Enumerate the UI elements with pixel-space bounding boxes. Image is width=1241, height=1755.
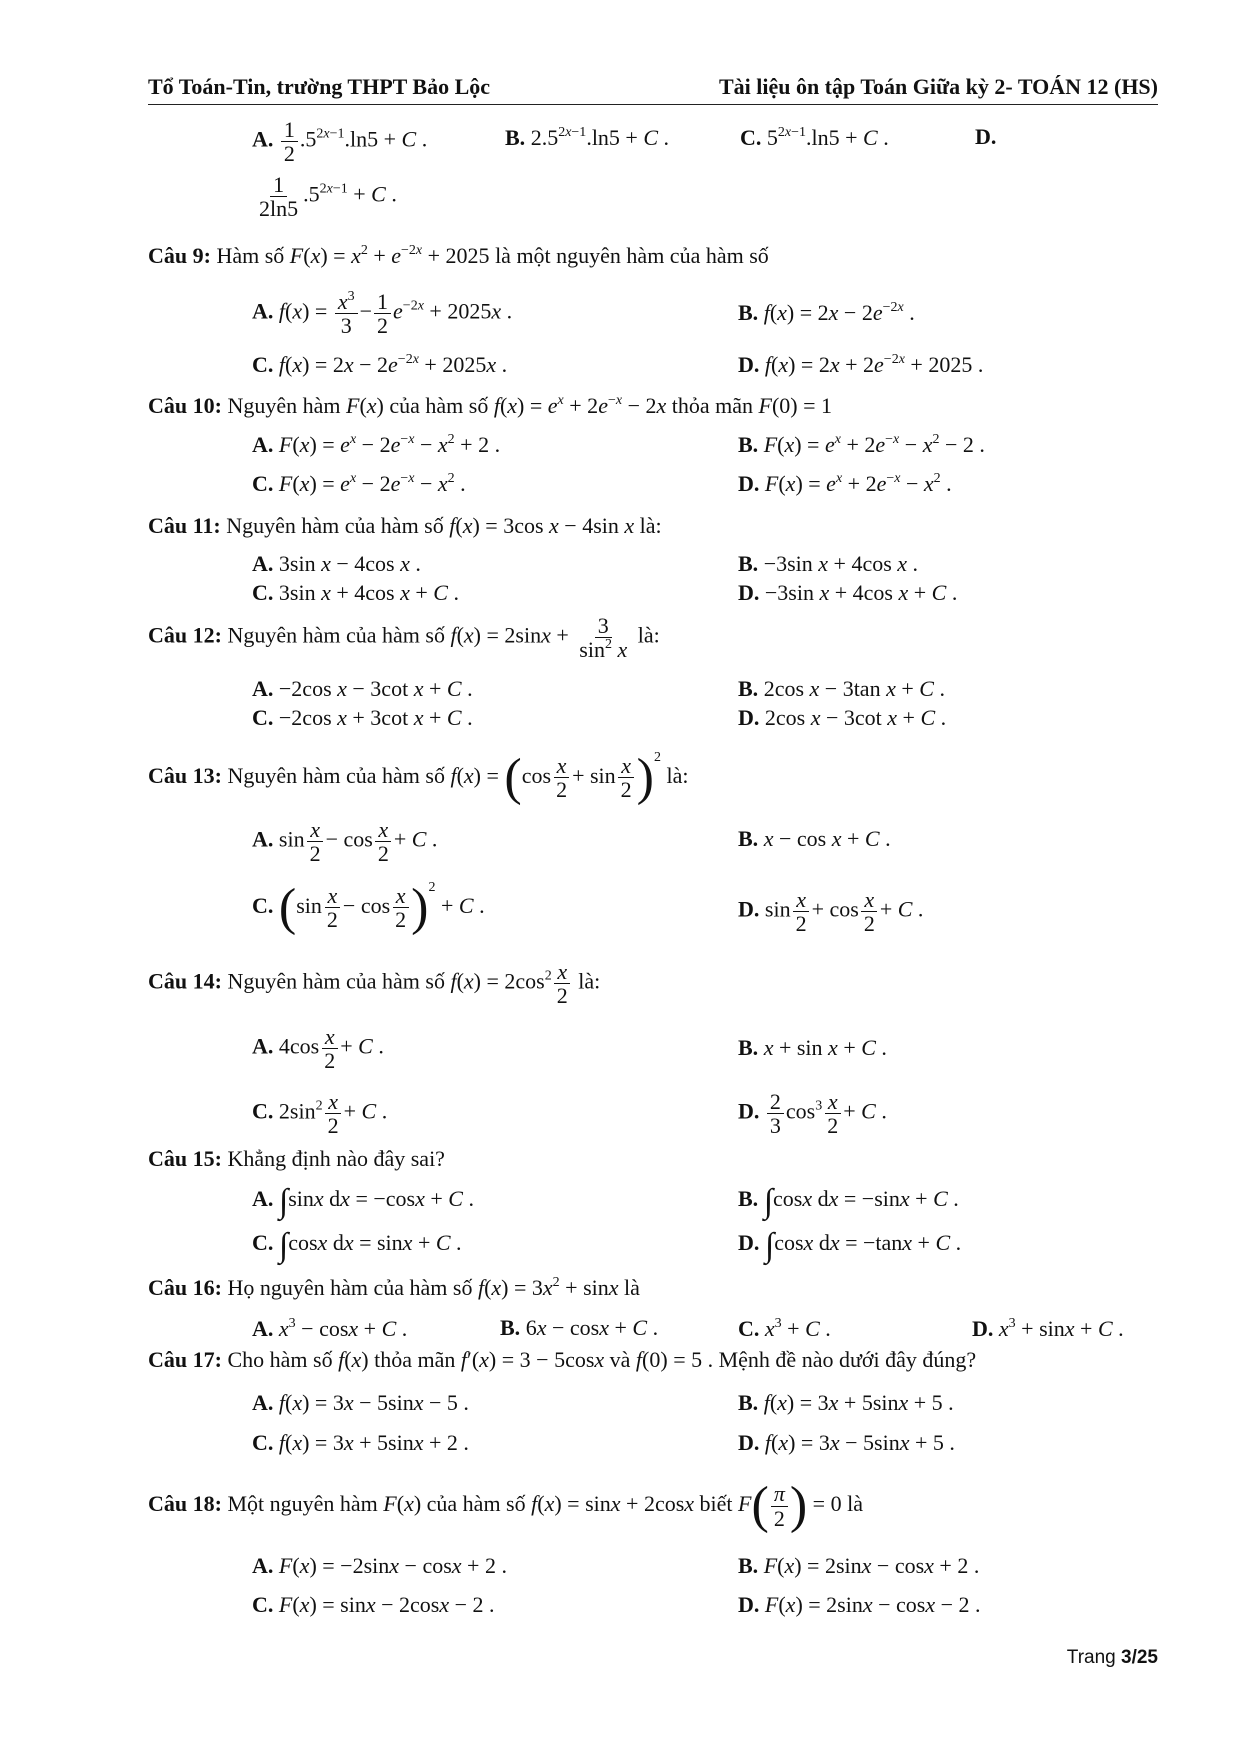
q16-option-a: A. $x^3 - \cos x + C$ . [252, 1316, 408, 1341]
q13-option-a: A. sin $\frac{x}{2}$ − cos $\frac{x}{2}$ + C . [252, 817, 438, 867]
q12-option-a: A. −2cos x − 3cot x + C . [252, 676, 473, 701]
q18-option-c: C. F(x) = sinx − 2cosx − 2 . [252, 1592, 495, 1617]
header-right: Tài liệu ôn tập Toán Giữa kỳ 2- TOÁN 12 (HS) [718, 74, 1158, 99]
prev-option-d: $\frac{1}{2\ln 5}$ $.5^{2x-1} + C$ . [259, 172, 397, 222]
question-18: Câu 18: Một nguyên hàm F(x) của hàm số f(x) = sinx + 2cosx biết F( $\frac{\pi}{2}$ ) = 0 là [148, 1477, 863, 1534]
q11-option-b: B. −3sin x + 4cos x . [738, 551, 919, 576]
footer-prefix: Trang [1066, 1647, 1122, 1668]
question-10: Câu 10: Nguyên hàm F(x) của hàm số $f(x) = e^x + 2e^{-x} - 2x$ thỏa mãn F(0) = 1 [148, 393, 833, 418]
q15-option-a: A. ∫sinx dx = −cosx + C . [252, 1183, 474, 1220]
prev-option-d-label: D. [975, 124, 997, 149]
question-11: Câu 11: Nguyên hàm của hàm số f(x) = 3cos x − 4sin x là: [148, 513, 662, 538]
q13-option-c: C. (sin $\frac{x}{2}$ − cos $\frac{x}{2}$ )$^2$ + C . [252, 878, 485, 936]
q13-option-b: B. x − cos x + C . [738, 826, 891, 851]
q17-option-c: C. f(x) = 3x + 5sinx + 2 . [252, 1430, 469, 1455]
q10-option-b: B. $F(x) = e^x + 2e^{-x} - x^2 - 2$ . [738, 432, 985, 457]
q17-option-d: D. f(x) = 3x − 5sinx + 5 . [738, 1430, 955, 1455]
q16-option-b: B. 6x − cosx + C . [500, 1315, 659, 1340]
header-left: Tổ Toán-Tin, trường THPT Bảo Lộc [148, 74, 491, 99]
question-13: Câu 13: Nguyên hàm của hàm số f(x) = (cos $\frac{x}{2}$ + sin $\frac{x}{2}$ )$^2$ là: [148, 748, 689, 806]
q10-option-d: D. $F(x) = e^x + 2e^{-x} - x^2$ . [738, 471, 952, 496]
prev-option-b: B. $2.5^{2x-1}.\ln 5 + C$ . [505, 125, 670, 150]
q16-option-d: D. $x^3 + \sin x + C$ . [972, 1316, 1124, 1341]
q14-option-d: D. $\frac{2}{3}$ $\cos^3$ $\frac{x}{2}$ + C . [738, 1089, 887, 1139]
q9-option-a: A. f(x) = $\frac{x^3}{3}$ − $\frac{1}{2}$ $e^{-2x} + 2025x$ . [252, 289, 513, 339]
q14-option-a: A. 4cos $\frac{x}{2}$ + C . [252, 1024, 384, 1074]
q11-option-c: C. 3sin x + 4cos x + C . [252, 580, 459, 605]
page-footer [1067, 1647, 1158, 1669]
question-17: Câu 17: Cho hàm số f(x) thỏa mãn f′(x) = 3 − 5cosx và f(0) = 5 . Mệnh đề nào dưới đây đúng? [148, 1347, 977, 1372]
question-12: Câu 12: Nguyên hàm của hàm số f(x) = 2sinx + $\frac{3}{\sin^2 x}$ là: [148, 613, 660, 663]
question-14: Câu 14: Nguyên hàm của hàm số $f(x) = 2\cos^2$ $\frac{x}{2}$ là: [148, 959, 601, 1009]
question-15: Câu 15: Khẳng định nào đây sai? [148, 1146, 445, 1171]
q15-option-b: B. ∫cosx dx = −sinx + C . [738, 1183, 959, 1220]
q9-option-c: C. $f(x) = 2x - 2e^{-2x} + 2025x$ . [252, 352, 508, 377]
prev-option-c: C. $5^{2x-1}.\ln 5 + C$ . [740, 125, 889, 150]
q16-option-c: C. $x^3 + C$ . [738, 1316, 831, 1341]
q18-option-d: D. F(x) = 2sinx − cosx − 2 . [738, 1592, 981, 1617]
page-header [148, 74, 1158, 105]
question-16: Câu 16: Họ nguyên hàm của hàm số $f(x) = 3x^2 + \sin x$ là [148, 1275, 640, 1300]
q12-option-b: B. 2cos x − 3tan x + C . [738, 676, 945, 701]
q13-option-d: D. sin $\frac{x}{2}$ + cos $\frac{x}{2}$ + C . [738, 887, 924, 937]
q12-option-c: C. −2cos x + 3cot x + C . [252, 705, 473, 730]
q12-option-d: D. 2cos x − 3cot x + C . [738, 705, 947, 730]
q9-option-b: B. $f(x) = 2x - 2e^{-2x}$ . [738, 300, 915, 325]
q17-option-b: B. f(x) = 3x + 5sinx + 5 . [738, 1390, 954, 1415]
page-number: 3/25 [1121, 1647, 1158, 1668]
q15-option-c: C. ∫cosx dx = sinx + C . [252, 1227, 462, 1264]
q14-option-b: B. x + sin x + C . [738, 1035, 887, 1060]
q10-option-a: A. $F(x) = e^x - 2e^{-x} - x^2 + 2$ . [252, 432, 501, 457]
q11-option-a: A. 3sin x − 4cos x . [252, 551, 421, 576]
q14-option-c: C. $2\sin^2$ $\frac{x}{2}$ + C . [252, 1089, 388, 1139]
q10-option-c: C. $F(x) = e^x - 2e^{-x} - x^2$ . [252, 471, 466, 496]
q17-option-a: A. f(x) = 3x − 5sinx − 5 . [252, 1390, 469, 1415]
q18-option-b: B. F(x) = 2sinx − cosx + 2 . [738, 1553, 980, 1578]
q15-option-d: D. ∫cosx dx = −tanx + C . [738, 1227, 962, 1264]
question-9: Câu 9: Hàm số $F(x) = x^2 + e^{-2x} + 2025$ là một nguyên hàm của hàm số [148, 243, 769, 268]
q18-option-a: A. F(x) = −2sinx − cosx + 2 . [252, 1553, 507, 1578]
prev-option-a: A. $\frac{1}{2}$ $.5^{2x-1}.\ln 5 + C$ . [252, 117, 428, 167]
q11-option-d: D. −3sin x + 4cos x + C . [738, 580, 958, 605]
q9-option-d: D. $f(x) = 2x + 2e^{-2x} + 2025$ . [738, 352, 984, 377]
